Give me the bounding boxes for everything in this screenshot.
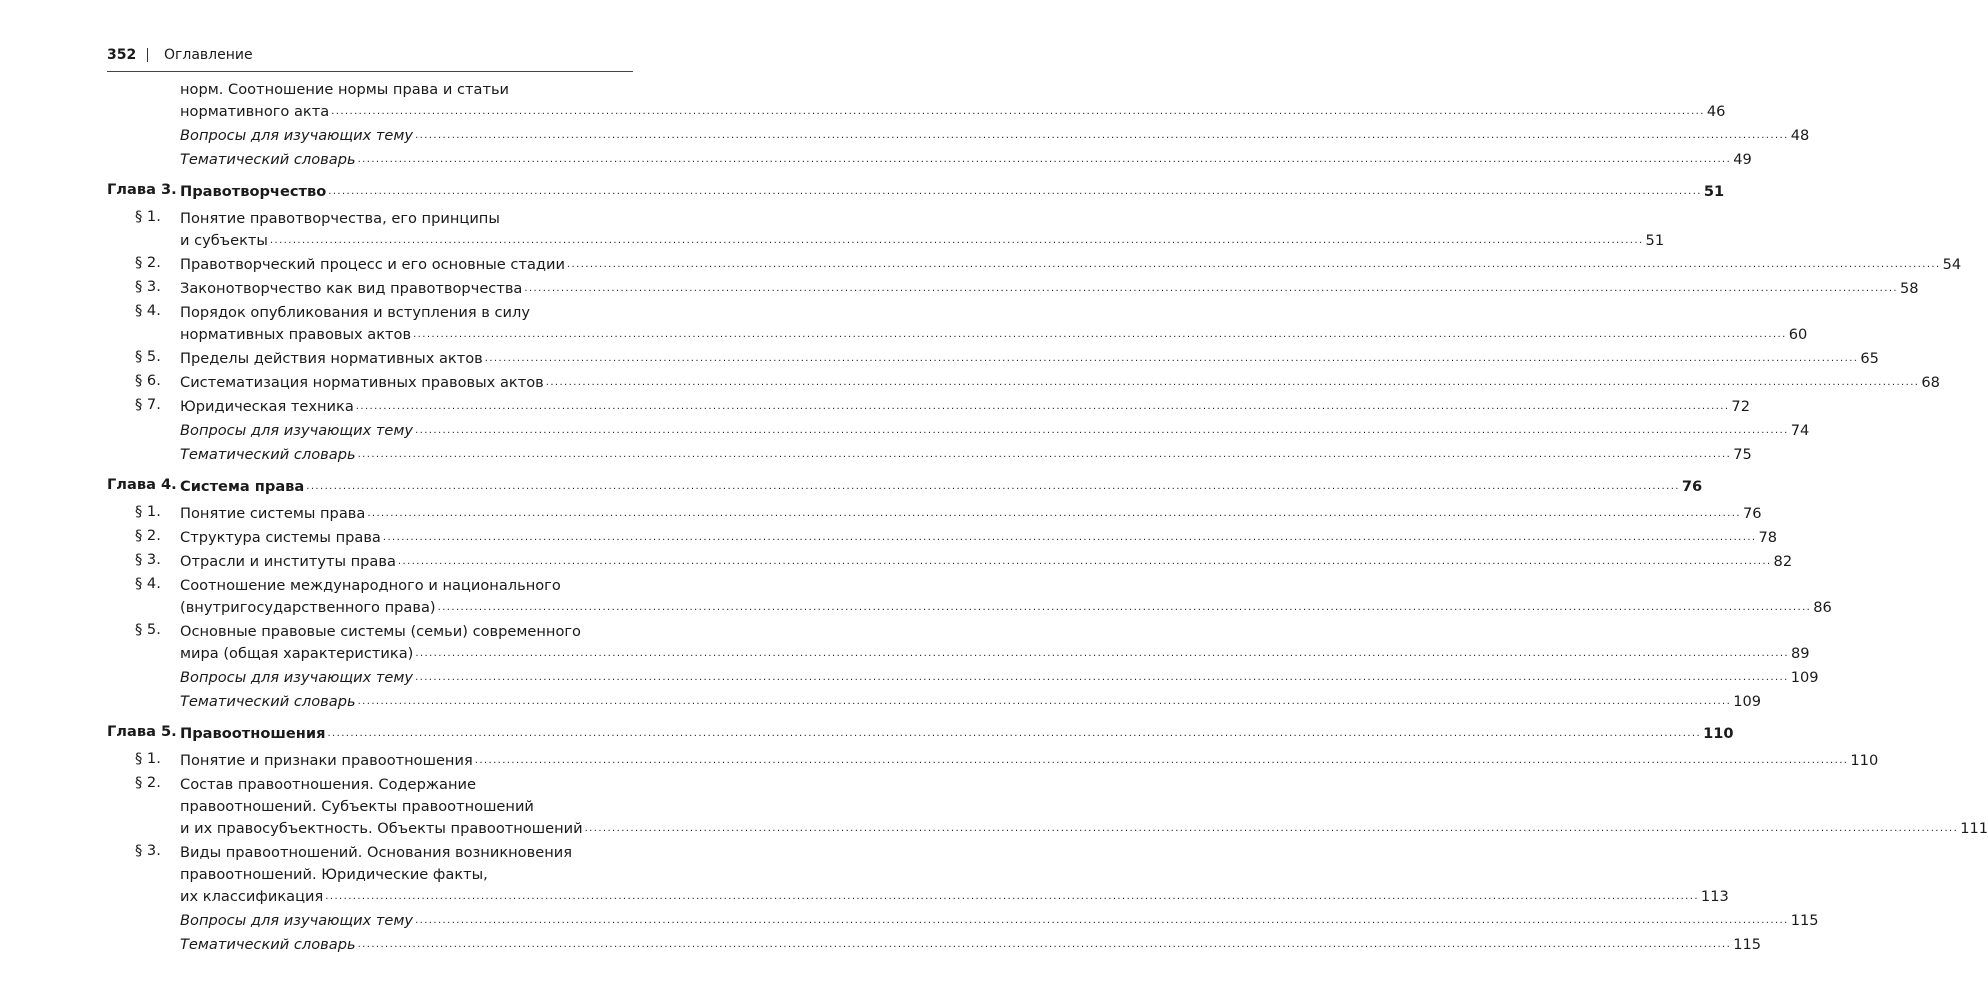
toc-entry-title: Тематический словарь (180, 693, 356, 710)
toc-entry-label (107, 691, 180, 713)
dot-leader: ............................................................................................................................................................................................................................................................................................................ (331, 106, 1705, 117)
toc-entry-section[interactable] (107, 774, 1988, 840)
toc-entry-page: 76 (1742, 505, 1762, 522)
toc-entry-label (107, 420, 180, 442)
toc-entry-section[interactable] (107, 302, 1808, 346)
toc-entry-title: и их правосубъектность. Объекты правоотношений (180, 820, 583, 837)
toc-entry-section[interactable] (107, 372, 1940, 394)
toc-entry-section[interactable] (107, 278, 1919, 300)
dot-leader: ............................................................................................................................................................................................................................................................................................................ (584, 823, 1959, 834)
toc-entry-label (107, 910, 180, 932)
toc-entry-label (107, 667, 180, 689)
dot-leader: ............................................................................................................................................................................................................................................................................................................ (415, 915, 1789, 926)
toc-entry-chapter[interactable] (107, 476, 1703, 498)
toc-entry-title: Вопросы для изучающих тему (180, 669, 414, 686)
dot-leader: ............................................................................................................................................................................................................................................................................................................ (382, 532, 1757, 543)
toc-entry-title: Тематический словарь (180, 151, 356, 168)
toc-entry-page: 82 (1773, 553, 1793, 570)
dot-leader: ............................................................................................................................................................................................................................................................................................................ (355, 401, 1730, 412)
toc-entry-title: Виды правоотношений. Основания возникновения (180, 844, 573, 861)
dot-leader: ............................................................................................................................................................................................................................................................................................................ (397, 556, 1772, 567)
toc-entry-title: Система права (180, 478, 305, 495)
toc-entry-chapter[interactable] (107, 723, 1734, 745)
dot-leader: ............................................................................................................................................................................................................................................................................................................ (415, 130, 1789, 141)
toc-entry-title: Вопросы для изучающих тему (180, 422, 414, 439)
toc-entry-label (107, 149, 180, 171)
toc-entry-glossary[interactable] (107, 934, 1762, 956)
toc-entry-title: правоотношений. Субъекты правоотношений (180, 798, 534, 815)
toc-entry-label: Глава 4. (107, 476, 177, 493)
header-divider (147, 48, 148, 62)
toc-entry-label: § 2. (135, 527, 161, 544)
dot-leader: ............................................................................................................................................................................................................................................................................................................ (269, 235, 1644, 246)
toc-entry-title: Основные правовые системы (семьи) современного (180, 623, 581, 640)
toc-entry-glossary[interactable] (107, 149, 1752, 171)
toc-entry-title: Структура системы права (180, 529, 381, 546)
toc-entry-title: и субъекты (180, 232, 268, 249)
toc-entry-section[interactable] (107, 575, 1832, 619)
dot-leader: ............................................................................................................................................................................................................................................................................................................ (328, 186, 1702, 197)
toc-entry-title: правоотношений. Юридические факты, (180, 866, 488, 883)
toc-entry-questions[interactable] (107, 910, 1819, 932)
toc-entry-label: § 1. (135, 503, 161, 520)
toc-entry-section[interactable] (107, 254, 1962, 276)
toc-entry-title: нормативных правовых актов (180, 326, 412, 343)
toc-entry-page: 113 (1700, 888, 1729, 905)
toc-entry-title: нормативного акта (180, 103, 330, 120)
toc-entry-title: Состав правоотношения. Содержание (180, 776, 476, 793)
toc-entry-title: Соотношение международного и национального (180, 577, 561, 594)
toc-entry-page: 72 (1731, 398, 1750, 415)
toc-entry-section[interactable] (107, 527, 1778, 549)
toc-entry-label (107, 444, 180, 466)
toc-entry-title: их классификация (180, 888, 324, 905)
toc-entry-label: § 2. (135, 254, 161, 271)
dot-leader: ............................................................................................................................................................................................................................................................................................................ (357, 696, 1732, 707)
toc-entry-page: 54 (1942, 256, 1962, 273)
toc-entry-section[interactable] (107, 503, 1762, 525)
toc-entry-label: Глава 3. (107, 181, 177, 198)
toc-entry-page: 86 (1813, 599, 1832, 616)
dot-leader: ............................................................................................................................................................................................................................................................................................................ (474, 755, 1849, 766)
toc-entry-title: мира (общая характеристика) (180, 645, 414, 662)
toc-entry-title: Правоотношения (180, 725, 326, 742)
toc-entry-title: Понятие системы права (180, 505, 366, 522)
table-of-contents (107, 79, 1988, 958)
toc-entry-cont[interactable] (107, 79, 1726, 123)
toc-entry-questions[interactable] (107, 125, 1810, 147)
toc-entry-label (107, 125, 180, 147)
toc-entry-title: Понятие и признаки правоотношения (180, 752, 473, 769)
toc-entry-label: § 3. (135, 551, 161, 568)
toc-entry-label: Глава 5. (107, 723, 177, 740)
dot-leader: ............................................................................................................................................................................................................................................................................................................ (357, 939, 1732, 950)
toc-entry-title: Правотворческий процесс и его основные стадии (180, 256, 565, 273)
toc-entry-section[interactable] (107, 551, 1793, 573)
dot-leader: ............................................................................................................................................................................................................................................................................................................ (306, 481, 1680, 492)
toc-entry-section[interactable] (107, 396, 1750, 418)
toc-entry-label (107, 79, 180, 123)
dot-leader: ............................................................................................................................................................................................................................................................................................................ (484, 353, 1859, 364)
toc-entry-page: 78 (1758, 529, 1778, 546)
toc-entry-chapter[interactable] (107, 181, 1725, 203)
toc-entry-title: Пределы действия нормативных актов (180, 350, 483, 367)
dot-leader: ............................................................................................................................................................................................................................................................................................................ (413, 329, 1787, 340)
toc-entry-section[interactable] (107, 621, 1810, 665)
toc-entry-title: Отрасли и институты права (180, 553, 396, 570)
dot-leader: ............................................................................................................................................................................................................................................................................................................ (545, 377, 1920, 388)
toc-entry-title: (внутригосударственного права) (180, 599, 436, 616)
dot-leader: ............................................................................................................................................................................................................................................................................................................ (415, 425, 1789, 436)
toc-entry-label: § 4. (135, 575, 161, 592)
toc-entry-glossary[interactable] (107, 691, 1762, 713)
toc-entry-page: 111 (1960, 820, 1988, 837)
dot-leader: ............................................................................................................................................................................................................................................................................................................ (327, 728, 1702, 739)
toc-entry-label: § 7. (135, 396, 161, 413)
toc-entry-title: Тематический словарь (180, 446, 356, 463)
toc-entry-page: 115 (1790, 912, 1819, 929)
toc-entry-label: § 1. (135, 208, 161, 225)
toc-entry-questions[interactable] (107, 667, 1819, 689)
dot-leader: ............................................................................................................................................................................................................................................................................................................ (357, 154, 1732, 165)
dot-leader: ............................................................................................................................................................................................................................................................................................................ (524, 283, 1898, 294)
toc-entry-label: § 3. (135, 842, 161, 859)
toc-entry-label: § 6. (135, 372, 161, 389)
header-section-title: Оглавление (164, 47, 253, 63)
toc-entry-page: 60 (1788, 326, 1808, 343)
toc-entry-page: 109 (1733, 693, 1762, 710)
dot-leader: ............................................................................................................................................................................................................................................................................................................ (325, 891, 1699, 902)
toc-entry-page: 58 (1900, 280, 1919, 297)
toc-entry-page: 110 (1703, 725, 1734, 742)
toc-entry-questions[interactable] (107, 420, 1810, 442)
dot-leader: ............................................................................................................................................................................................................................................................................................................ (566, 259, 1941, 270)
toc-entry-page: 74 (1790, 422, 1810, 439)
toc-entry-title: Юридическая техника (180, 398, 354, 415)
toc-entry-title: Правотворчество (180, 183, 327, 200)
toc-entry-page: 49 (1733, 151, 1752, 168)
toc-entry-section[interactable] (107, 842, 1729, 908)
toc-entry-page: 65 (1860, 350, 1879, 367)
toc-entry-page: 48 (1790, 127, 1810, 144)
toc-entry-section[interactable] (107, 750, 1879, 772)
toc-entry-label: § 5. (135, 621, 161, 638)
toc-entry-title: норм. Соотношение нормы права и статьи (180, 81, 510, 98)
toc-entry-label: § 5. (135, 348, 161, 365)
toc-entry-page: 115 (1733, 936, 1762, 953)
header-rule (107, 71, 633, 72)
toc-entry-page: 51 (1645, 232, 1665, 249)
toc-entry-title: Систематизация нормативных правовых актов (180, 374, 544, 391)
page-number: 352 (107, 47, 137, 63)
toc-entry-page: 89 (1790, 645, 1810, 662)
toc-entry-title: Порядок опубликования и вступления в силу (180, 304, 530, 321)
toc-entry-title: Вопросы для изучающих тему (180, 127, 414, 144)
toc-entry-page: 75 (1733, 446, 1752, 463)
toc-entry-title: Законотворчество как вид правотворчества (180, 280, 523, 297)
toc-entry-section[interactable] (107, 208, 1665, 252)
toc-entry-glossary[interactable] (107, 444, 1752, 466)
toc-entry-page: 76 (1681, 478, 1703, 495)
toc-entry-label: § 2. (135, 774, 161, 791)
toc-entry-page: 109 (1790, 669, 1819, 686)
toc-entry-label: § 1. (135, 750, 161, 767)
dot-leader: ............................................................................................................................................................................................................................................................................................................ (367, 508, 1741, 519)
toc-entry-title: Понятие правотворчества, его принципы (180, 210, 500, 227)
toc-entry-page: 51 (1703, 183, 1725, 200)
running-header (107, 47, 253, 63)
toc-entry-section[interactable] (107, 348, 1879, 370)
dot-leader: ............................................................................................................................................................................................................................................................................................................ (357, 449, 1732, 460)
dot-leader: ............................................................................................................................................................................................................................................................................................................ (415, 672, 1789, 683)
toc-entry-page: 46 (1706, 103, 1726, 120)
toc-entry-page: 68 (1921, 374, 1940, 391)
toc-entry-page: 110 (1850, 752, 1879, 769)
dot-leader: ............................................................................................................................................................................................................................................................................................................ (437, 602, 1812, 613)
dot-leader: ............................................................................................................................................................................................................................................................................................................ (415, 648, 1789, 659)
toc-entry-label: § 4. (135, 302, 161, 319)
toc-entry-title: Тематический словарь (180, 936, 356, 953)
toc-entry-title: Вопросы для изучающих тему (180, 912, 414, 929)
toc-entry-label (107, 934, 180, 956)
toc-entry-label: § 3. (135, 278, 161, 295)
